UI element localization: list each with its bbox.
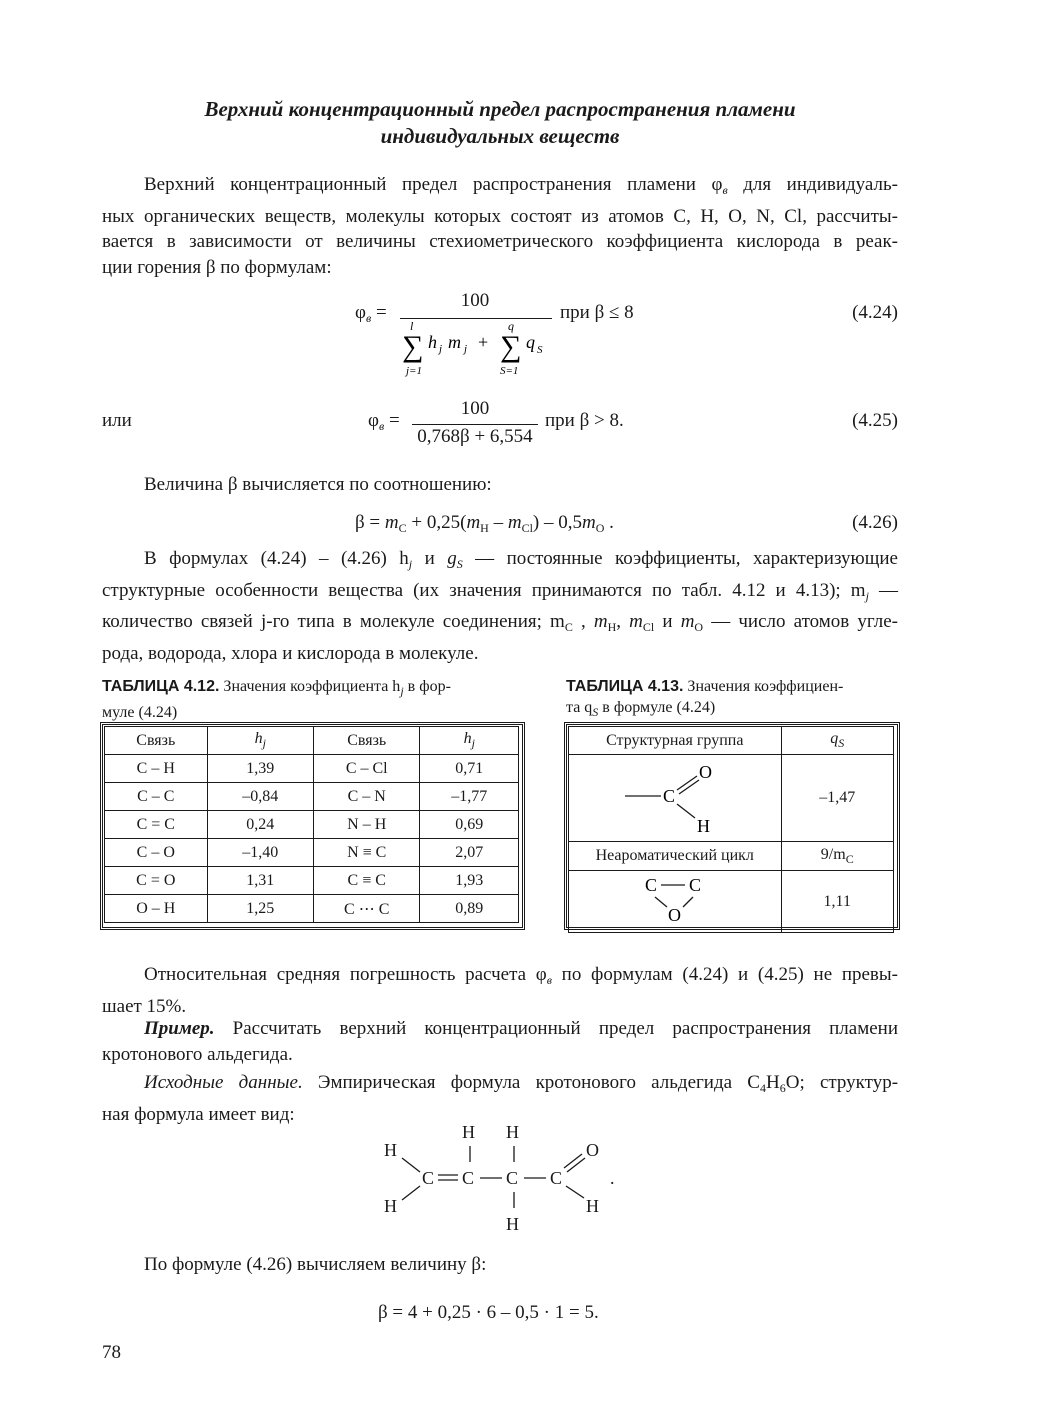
table-row — [569, 871, 894, 933]
table412 — [104, 726, 519, 923]
input-data-line2: ная формула имеет вид: — [102, 1103, 295, 1125]
table412-cell: C – N — [313, 783, 420, 811]
svg-text:C: C — [662, 785, 675, 806]
input-data-paragraph: Исходные данные. Эмпирическая формула кротонового альдегида $C_4H_6O$; структур- ная формула имеет вид: — [102, 1070, 898, 1127]
table412-header-bond2: Связь — [313, 727, 420, 755]
table413-caption-bold: ТАБЛИЦА 4.13. — [566, 678, 684, 695]
svg-text:H: H — [586, 1196, 599, 1216]
table412-cell: 1,25 — [207, 895, 313, 923]
example-label: Пример. — [144, 1018, 215, 1039]
svg-text:∑: ∑ — [500, 330, 522, 363]
intro-paragraph — [102, 172, 898, 280]
table412-cell: 0,71 — [420, 755, 519, 783]
beta-intro-text: Величина β вычисляется по соотношению: — [144, 474, 492, 495]
table412-cell: –0,84 — [207, 783, 313, 811]
svg-text:H: H — [462, 1122, 475, 1142]
svg-text:C: C — [462, 1168, 475, 1188]
svg-text:H: H — [384, 1196, 397, 1216]
example-line2: кротонового альдегида. — [102, 1043, 293, 1065]
svg-text:C: C — [550, 1168, 563, 1188]
eq424-denominator — [398, 316, 568, 380]
page-number: 78 — [102, 1342, 121, 1363]
table-row — [105, 811, 519, 839]
table413 — [568, 726, 894, 933]
table413-cell-value: 9/m — [820, 845, 846, 863]
intro-line3: вается в зависимости от величины стехиометрического коэффициента кислорода в реак- — [102, 231, 898, 252]
desc-text-1: В формулах (4.24) – (4.26) h — [144, 548, 409, 569]
table412-cell: 1,39 — [207, 755, 313, 783]
table412-cell: 1,93 — [420, 867, 519, 895]
table413-caption-text: Значения коэффициен- — [683, 678, 844, 695]
eq424-numerator: 100 — [460, 290, 490, 311]
table412-header-row — [105, 727, 519, 755]
table412-cell: –1,40 — [207, 839, 313, 867]
table412-caption: ТАБЛИЦА 4.12. Значения коэффициента $h_j$ в фор- муле (4.24) — [102, 678, 451, 721]
calc-intro-text: По формуле (4.26) вычисляем величину β: — [144, 1254, 487, 1275]
calc-intro — [102, 1252, 898, 1278]
crotonaldehyde-structure-icon — [378, 1118, 628, 1234]
eq425-label: (4.25) — [852, 410, 898, 431]
epoxide-structure-icon — [625, 871, 725, 927]
phi-subscript: в — [722, 183, 728, 197]
table413-header-row — [569, 727, 894, 755]
svg-text:H: H — [506, 1214, 519, 1234]
accuracy-text-end: по формулам (4.24) и (4.25) не превы- — [551, 964, 899, 985]
svg-text:O: O — [667, 905, 681, 925]
svg-text:+: + — [478, 332, 489, 352]
table-row — [105, 867, 519, 895]
eq425-denominator: 0,768β + 6,554 — [417, 426, 533, 447]
section-title-line2: индивидуальных веществ — [380, 124, 620, 148]
svg-text:S=1: S=1 — [500, 365, 519, 377]
table-row — [105, 895, 519, 923]
table412-cell: C = C — [105, 811, 208, 839]
table413-cell-group: Неароматический цикл — [569, 842, 782, 871]
section-title-line1: Верхний концентрационный предел распространения пламени — [204, 97, 796, 121]
svg-text:q: q — [508, 319, 514, 333]
accuracy-line2: шает 15%. — [102, 995, 187, 1017]
table412-cell: N ≡ C — [313, 839, 420, 867]
table412-caption-text: Значения коэффициента h — [219, 678, 401, 695]
table412-cell: C – O — [105, 839, 208, 867]
svg-text:C: C — [422, 1168, 435, 1188]
desc-text-3: количество связей j-го типа в молекуле соединения; m — [102, 611, 565, 632]
svg-text:C: C — [644, 875, 657, 895]
svg-text:O: O — [586, 1140, 599, 1160]
table412-cell: –1,77 — [420, 783, 519, 811]
phi-symbol: $\varphi_в$ = — [355, 302, 387, 325]
svg-text:h: h — [428, 332, 437, 352]
aldehyde-group-cell — [569, 755, 782, 842]
table-row — [105, 783, 519, 811]
intro-text: Верхний концентрационный предел распространения пламени φ — [144, 174, 723, 195]
table413-caption-line2b: в формуле (4.24) — [598, 699, 716, 716]
table412-cell: C ≡ C — [313, 867, 420, 895]
table412-cell: C = O — [105, 867, 208, 895]
svg-text:H: H — [506, 1122, 519, 1142]
svg-text:∑: ∑ — [402, 330, 424, 363]
table413-cell: –1,47 — [781, 755, 893, 842]
svg-text:l: l — [410, 319, 414, 333]
section-title — [100, 96, 900, 150]
svg-text:q: q — [526, 332, 535, 352]
accuracy-text: Относительная средняя погрешность расчета φ — [144, 964, 547, 985]
svg-text:C: C — [506, 1168, 519, 1188]
table413-cell: 1,11 — [781, 871, 893, 933]
table412-cell: 2,07 — [420, 839, 519, 867]
eq424-condition: при β ≤ 8 — [560, 302, 634, 323]
table412-cell: C – Cl — [313, 755, 420, 783]
table-row — [569, 755, 894, 842]
table413-cell: $9/m_C$ — [781, 842, 893, 871]
table412-header-h2: $h_j$ — [420, 727, 519, 755]
table412-cell: C – C — [105, 783, 208, 811]
table412-header-bond: Связь — [105, 727, 208, 755]
table412-cell: 0,24 — [207, 811, 313, 839]
phi-symbol-2: $\varphi_в$ = — [368, 410, 400, 433]
desc-line4: рода, водорода, хлора и кислорода в молекуле. — [102, 642, 479, 664]
intro-line2: ных органических веществ, молекулы которых состоят из атомов C, H, O, N, Cl, рассчиты- — [102, 205, 898, 227]
intro-line4: ции горения β по формулам: — [102, 256, 332, 278]
table412-caption-text2: в фор- — [403, 678, 451, 695]
table413-caption: ТАБЛИЦА 4.13. Значения коэффициен- та $q_S$ в формуле (4.24) — [566, 678, 844, 719]
eq424-label: (4.24) — [852, 302, 898, 323]
table412-cell: O – H — [105, 895, 208, 923]
svg-text:j: j — [439, 343, 443, 355]
table412-cell: C – H — [105, 755, 208, 783]
eq425-condition: при β > 8. — [545, 410, 624, 431]
table-row — [105, 839, 519, 867]
svg-text:j=1: j=1 — [406, 365, 422, 377]
example-paragraph — [102, 1016, 898, 1067]
input-data-text: Эмпирическая формула кротонового альдегида C — [302, 1072, 760, 1093]
table412-cell: 0,69 — [420, 811, 519, 839]
svg-text:.: . — [610, 1168, 615, 1188]
eq425-or: или — [102, 410, 132, 431]
example-text: Рассчитать верхний концентрационный предел распространения пламени — [214, 1018, 898, 1039]
accuracy-paragraph: Относительная средняя погрешность расчета $\varphi_в$ по формулам (4.24) и (4.25) не превы- шает 15%. — [102, 962, 898, 1019]
input-data-label: Исходные данные. — [144, 1072, 303, 1093]
svg-text:H: H — [384, 1140, 397, 1160]
aldehyde-structure-icon — [605, 756, 745, 836]
table412-header-h: $h_j$ — [207, 727, 313, 755]
table412-cell: C ⋯ C — [313, 895, 420, 923]
svg-text:m: m — [448, 332, 461, 352]
description-paragraph: В формулах (4.24) – (4.26) $h_j$ и $g_S$ — постоянные коэффициенты, характеризующие структурные особенности вещества (их значения принимаются по табл. 4.12 и 4.13); $m_j$ — количество связей j-го типа в молекуле соединения; $m_C$ , $m_H$, $m_{Cl}$ и $m_O$ — число атомов угле- рода, водорода, хлора и кислорода в молекуле. — [102, 546, 898, 666]
eq426-label: (4.26) — [852, 512, 898, 533]
desc-text-2: структурные особенности вещества (их значения принимаются по табл. 4.12 и 4.13); m — [102, 579, 866, 601]
calc-result: β = 4 + 0,25 · 6 – 0,5 · 1 = 5. — [378, 1302, 599, 1323]
table412-cell: 1,31 — [207, 867, 313, 895]
table412-cell: 0,89 — [420, 895, 519, 923]
table412-caption-line2: муле (4.24) — [102, 704, 178, 721]
epoxide-cell — [569, 871, 782, 933]
beta-intro — [102, 472, 898, 498]
svg-text:j: j — [464, 343, 468, 355]
svg-text:S: S — [537, 344, 543, 356]
table413-header-group: Структурная группа — [569, 727, 782, 755]
svg-text:H: H — [696, 815, 710, 836]
svg-text:O: O — [698, 761, 712, 782]
eq425-numerator: 100 — [460, 398, 490, 419]
table412-cell: N – H — [313, 811, 420, 839]
table413-caption-line2a: та q — [566, 699, 593, 716]
equation-4-26: $\beta = m_C + 0,25(m_H - m_{Cl}) - 0,5m_O$ . — [355, 512, 614, 535]
table-row — [105, 755, 519, 783]
table413-header-q: $q_S$ — [781, 727, 893, 755]
intro-text-end: для индивидуаль- — [727, 174, 898, 195]
table412-caption-bold: ТАБЛИЦА 4.12. — [102, 678, 220, 695]
svg-text:C: C — [688, 875, 701, 895]
table-row — [569, 842, 894, 871]
